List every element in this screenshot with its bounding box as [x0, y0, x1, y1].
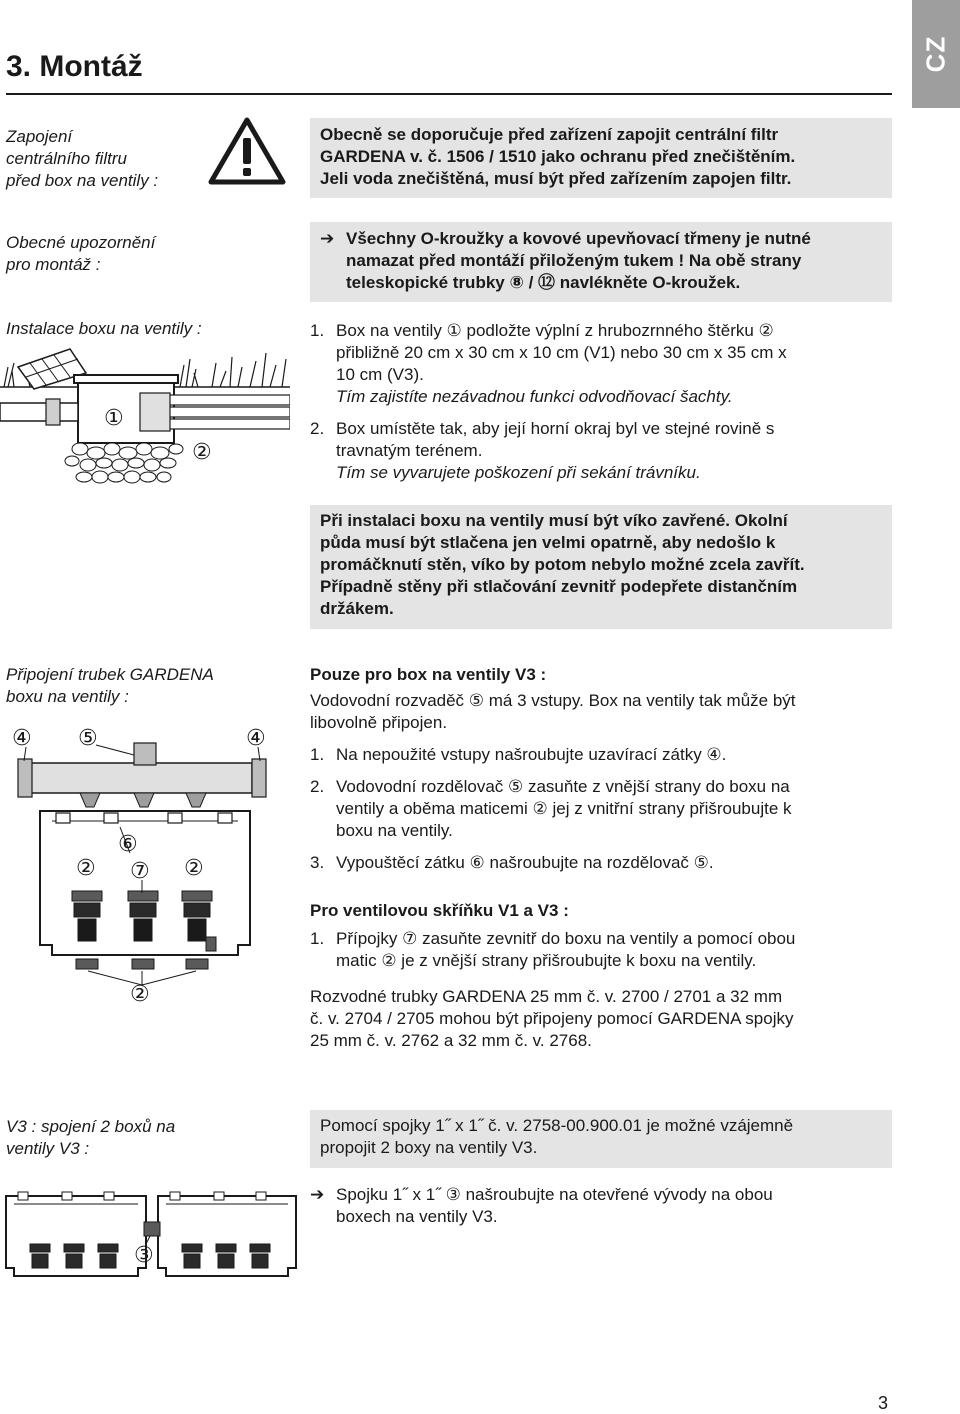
- v1v3-heading: Pro ventilovou skříňku V1 a V3 :: [310, 901, 569, 920]
- side-title-line: Zapojení: [6, 127, 73, 146]
- figure-label: ⑦: [130, 858, 150, 883]
- side-title-line: Připojení trubek GARDENA: [6, 665, 214, 684]
- pipes-text: [310, 664, 900, 1052]
- figure-label: ②: [76, 855, 96, 880]
- side-title-line: ventily V3 :: [6, 1139, 90, 1158]
- step-line: boxu na ventily.: [336, 821, 453, 840]
- step-line: Vypouštěcí zátku ⑥ našroubujte na rozdělovač ⑤.: [336, 853, 714, 872]
- install-steps: [310, 320, 900, 484]
- step-line: travnatým terénem.: [336, 441, 483, 460]
- step-result: Tím se vyvarujete poškození při sekání trávníku.: [336, 463, 701, 482]
- intro-line: Vodovodní rozvaděč ⑤ má 3 vstupy. Box na ventily tak může být: [310, 691, 796, 710]
- step-number: 1.: [310, 929, 325, 948]
- step-line: Přípojky ⑦ zasuňte zevnitř do boxu na ventily a pomocí obou: [336, 929, 796, 948]
- side-title-line: boxu na ventily :: [6, 687, 129, 706]
- note-line: Všechny O-kroužky a kovové upevňovací třmeny je nutné: [346, 229, 811, 248]
- filter-note: [310, 118, 892, 198]
- arrow-icon: ➔: [310, 1185, 325, 1204]
- note-line: namazat před montáží přiloženým tukem ! Na obě strany: [346, 251, 802, 270]
- pipes-note: [310, 986, 900, 1052]
- list-item: [310, 776, 900, 842]
- step-line: boxech na ventily V3.: [336, 1207, 498, 1226]
- pipes-side-title: [6, 664, 286, 708]
- figure-label: ⑥: [118, 831, 138, 856]
- list-item: [310, 320, 900, 408]
- connect-two-step: [310, 1184, 900, 1228]
- step-line: Na nepoužité vstupy našroubujte uzavírací zátky ④.: [336, 745, 727, 764]
- note-line: Při instalaci boxu na ventily musí být víko zavřené. Okolní: [320, 511, 788, 530]
- language-tab: [912, 0, 960, 108]
- page-title: 3. Montáž: [6, 50, 143, 83]
- figure-label: ①: [104, 405, 124, 430]
- general-notice-box: [310, 222, 892, 302]
- figure-label: ②: [192, 439, 212, 464]
- list-item: [310, 418, 900, 484]
- step-line: 10 cm (V3).: [336, 365, 424, 384]
- step-line: Box umístěte tak, aby její horní okraj byl ve stejné rovině s: [336, 419, 775, 438]
- list-item: [310, 744, 900, 766]
- step-line: matic ② je z vnější strany přišroubujte k boxu na ventily.: [336, 951, 757, 970]
- figure-label: ③: [134, 1242, 154, 1267]
- list-item: [310, 852, 900, 874]
- connect-two-note: [310, 1110, 892, 1168]
- note-line: č. v. 2704 / 2705 mohou být připojeny pomocí GARDENA spojky: [310, 1009, 794, 1028]
- side-title-line: V3 : spojení 2 boxů na: [6, 1117, 176, 1136]
- side-title-line: centrálního filtru: [6, 149, 127, 168]
- note-line: propojit 2 boxy na ventily V3.: [320, 1138, 538, 1157]
- pipe-connection-figure: [0, 715, 290, 1010]
- two-boxes-figure: [0, 1182, 300, 1302]
- step-number: 2.: [310, 419, 325, 438]
- note-line: GARDENA v. č. 1506 / 1510 jako ochranu před znečištěním.: [320, 147, 796, 166]
- step-number: 3.: [310, 853, 325, 872]
- note-line: promáčknutí stěn, víko by potom nebylo možné zcela zavřít.: [320, 555, 805, 574]
- figure-label: ④: [246, 725, 266, 750]
- language-tab-label: CZ: [920, 35, 951, 73]
- figure-label: ⑤: [78, 725, 98, 750]
- step-number: 2.: [310, 777, 325, 796]
- install-warning-box: [310, 505, 892, 629]
- install-side-title: Instalace boxu na ventily :: [6, 319, 202, 338]
- warning-triangle-icon: [208, 116, 286, 186]
- v3-intro: [310, 690, 900, 734]
- note-line: Pomocí spojky 1˝ x 1˝ č. v. 2758-00.900.01 je možné vzájemně: [320, 1116, 794, 1135]
- step-number: 1.: [310, 321, 325, 340]
- note-line: půda musí být stlačena jen velmi opatrně, aby nedošlo k: [320, 533, 776, 552]
- note-line: držákem.: [320, 599, 394, 618]
- note-line: Případně stěny při stlačování zevnitř podepřete distančním: [320, 577, 798, 596]
- page-number: 3: [878, 1393, 889, 1413]
- note-line: teleskopické trubky ⑧ / ⑫ navlékněte O-kroužek.: [346, 273, 741, 292]
- side-title-line: před box na ventily :: [6, 171, 159, 190]
- step-result: Tím zajistíte nezávadnou funkci odvodňovací šachty.: [336, 387, 733, 406]
- connect-two-side-title: [6, 1116, 256, 1160]
- step-line: Vodovodní rozdělovač ⑤ zasuňte z vnější strany do boxu na: [336, 777, 790, 796]
- general-notice-side-title: [6, 232, 246, 276]
- note-line: Jeli voda znečištěná, musí být před zařízením zapojen filtr.: [320, 169, 792, 188]
- side-title-line: Obecné upozornění: [6, 233, 156, 252]
- step-line: Box na ventily ① podložte výplní z hrubozrnného štěrku ②: [336, 321, 774, 340]
- step-line: ventily a oběma maticemi ② jej z vnitřní strany přišroubujte k: [336, 799, 792, 818]
- figure-label: ②: [130, 981, 150, 1006]
- intro-line: libovolně připojen.: [310, 713, 448, 732]
- note-line: 25 mm č. v. 2762 a 32 mm č. v. 2768.: [310, 1031, 592, 1050]
- note-line: Rozvodné trubky GARDENA 25 mm č. v. 2700 / 2701 a 32 mm: [310, 987, 783, 1006]
- figure-label: ④: [12, 725, 32, 750]
- side-title-line: pro montáž :: [6, 255, 101, 274]
- valve-box-installation-figure: [0, 345, 290, 495]
- title-rule: [6, 93, 892, 95]
- step-line: Spojku 1˝ x 1˝ ③ našroubujte na otevřené vývody na obou: [336, 1185, 773, 1204]
- general-notice-arrow-item: [320, 228, 892, 294]
- arrow-icon: ➔: [320, 229, 335, 248]
- v3-heading: Pouze pro box na ventily V3 :: [310, 665, 547, 684]
- list-item: [310, 928, 900, 972]
- step-line: přibližně 20 cm x 30 cm x 10 cm (V1) nebo 30 cm x 35 cm x: [336, 343, 787, 362]
- list-item: [310, 1184, 900, 1228]
- step-number: 1.: [310, 745, 325, 764]
- note-line: Obecně se doporučuje před zařízení zapojit centrální filtr: [320, 125, 779, 144]
- figure-label: ②: [184, 855, 204, 880]
